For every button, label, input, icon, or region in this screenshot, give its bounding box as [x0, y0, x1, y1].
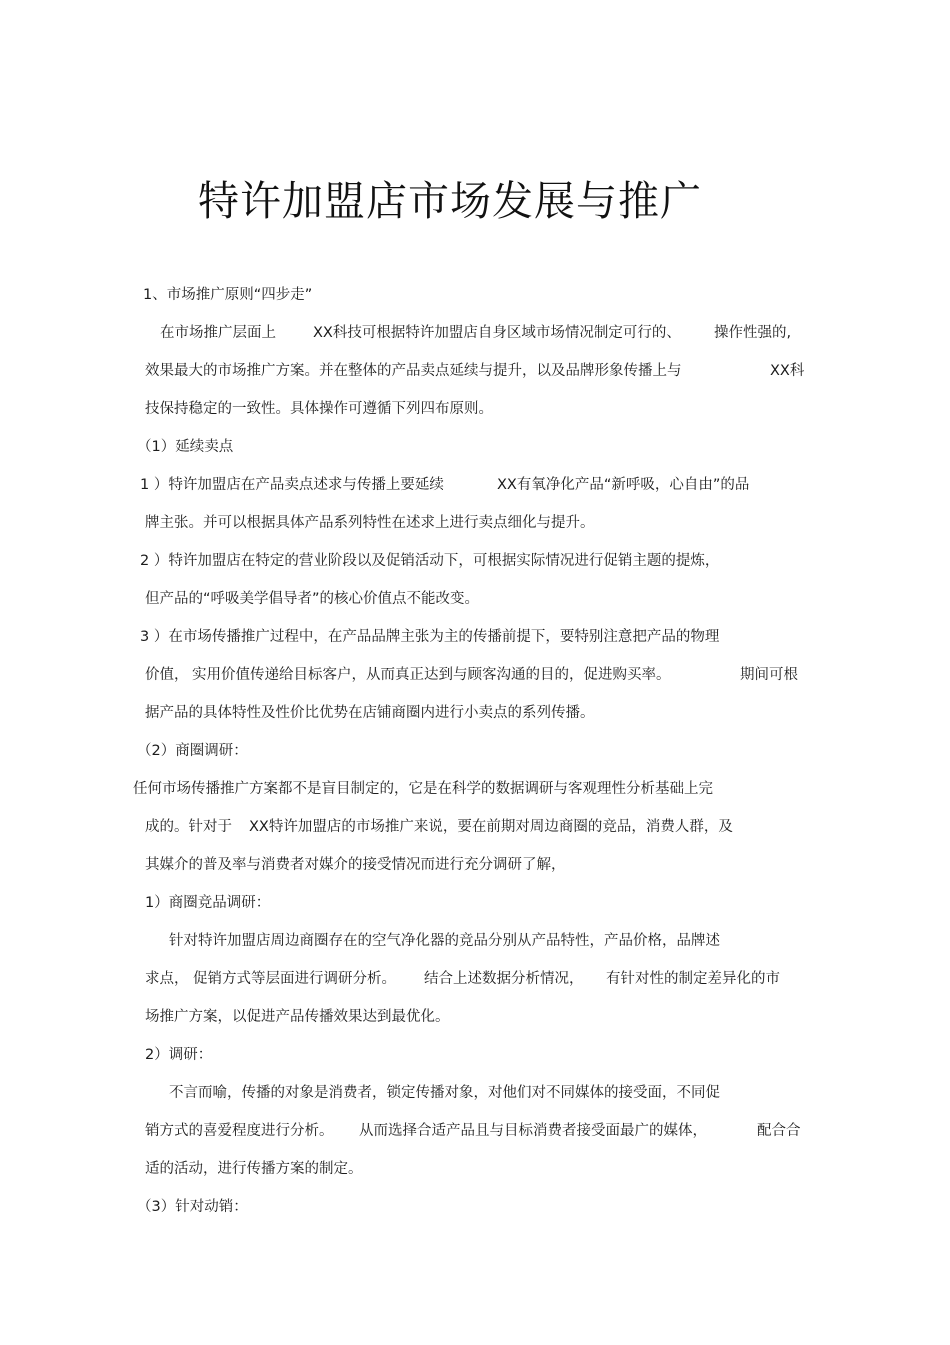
text-segment: 求点，	[145, 971, 189, 987]
text-segment: 2 ）特许加盟店在特定的营业阶段以及促销活动下，可根据实际情况进行促销主题的提炼，	[140, 553, 720, 569]
text-segment: 场推广方案，以促进产品传播效果达到最优化。	[145, 1009, 450, 1025]
text-segment: XX科	[770, 363, 805, 379]
text-segment: 价值，	[145, 667, 189, 683]
text-segment: 效果最大的市场推广方案。并在整体的产品卖点延续与提升，以及品牌形象传播上与	[145, 363, 682, 379]
text-segment: 1）商圈竞品调研：	[145, 895, 271, 911]
text-segment: XX特许加盟店的市场推广来说，要在前期对周边商圈的竞品，消费人群，及	[249, 819, 733, 835]
text-segment: XX有氧净化产品“新呼吸，心自由”的品	[497, 477, 750, 493]
text-segment: 结合上述数据分析情况，	[424, 971, 584, 987]
text-segment: 成的。针对于	[145, 819, 232, 835]
text-segment: （1）延续卖点	[137, 439, 234, 455]
text-segment: 技保持稳定的一致性。具体操作可遵循下列四布原则。	[145, 401, 493, 417]
text-segment: 但产品的“呼吸美学倡导者”的核心价值点不能改变。	[145, 591, 480, 607]
document-title: 特许加盟店市场发展与推广	[198, 177, 702, 225]
text-segment: 有针对性的制定差异化的市	[606, 971, 780, 987]
text-segment: 针对特许加盟店周边商圈存在的空气净化器的竞品分别从产品特性，产品价格，品牌述	[169, 933, 720, 949]
text-segment: 据产品的具体特性及性价比优势在店铺商圈内进行小卖点的系列传播。	[145, 705, 595, 721]
text-segment: 在市场推广层面上	[160, 325, 276, 341]
text-segment: 牌主张。并可以根据具体产品系列特性在述求上进行卖点细化与提升。	[145, 515, 595, 531]
text-segment: 2）调研：	[145, 1047, 213, 1063]
text-segment: 1 ）特许加盟店在产品卖点述求与传播上要延续	[140, 477, 444, 493]
text-segment: 实用价值传递给目标客户，从而真正达到与顾客沟通的目的，促进购买率。	[192, 667, 671, 683]
text-segment: 销方式的喜爱程度进行分析。	[145, 1123, 334, 1139]
text-segment: （2）商圈调研：	[137, 743, 248, 759]
text-segment: 促销方式等层面进行调研分析。	[193, 971, 396, 987]
text-segment: （3）针对动销：	[137, 1199, 248, 1215]
text-segment: 从而选择合适产品且与目标消费者接受面最广的媒体，	[359, 1123, 707, 1139]
text-segment: 配合合	[757, 1123, 801, 1139]
text-segment: 1、市场推广原则“四步走”	[143, 287, 313, 303]
text-segment: XX科技可根据特许加盟店自身区域市场情况制定可行的、	[313, 325, 681, 341]
text-segment: 3 ）在市场传播推广过程中，在产品品牌主张为主的传播前提下，要特别注意把产品的物理	[140, 629, 720, 645]
text-segment: 适的活动，进行传播方案的制定。	[145, 1161, 363, 1177]
text-segment: 其媒介的普及率与消费者对媒介的接受情况而进行充分调研了解，	[145, 857, 566, 873]
text-segment: 任何市场传播推广方案都不是盲目制定的，它是在科学的数据调研与客观理性分析基础上完	[133, 781, 713, 797]
text-segment: 操作性强的,	[714, 325, 792, 341]
text-segment: 期间可根	[740, 667, 798, 683]
text-segment: 不言而喻，传播的对象是消费者，锁定传播对象，对他们对不同媒体的接受面，不同促	[169, 1085, 720, 1101]
